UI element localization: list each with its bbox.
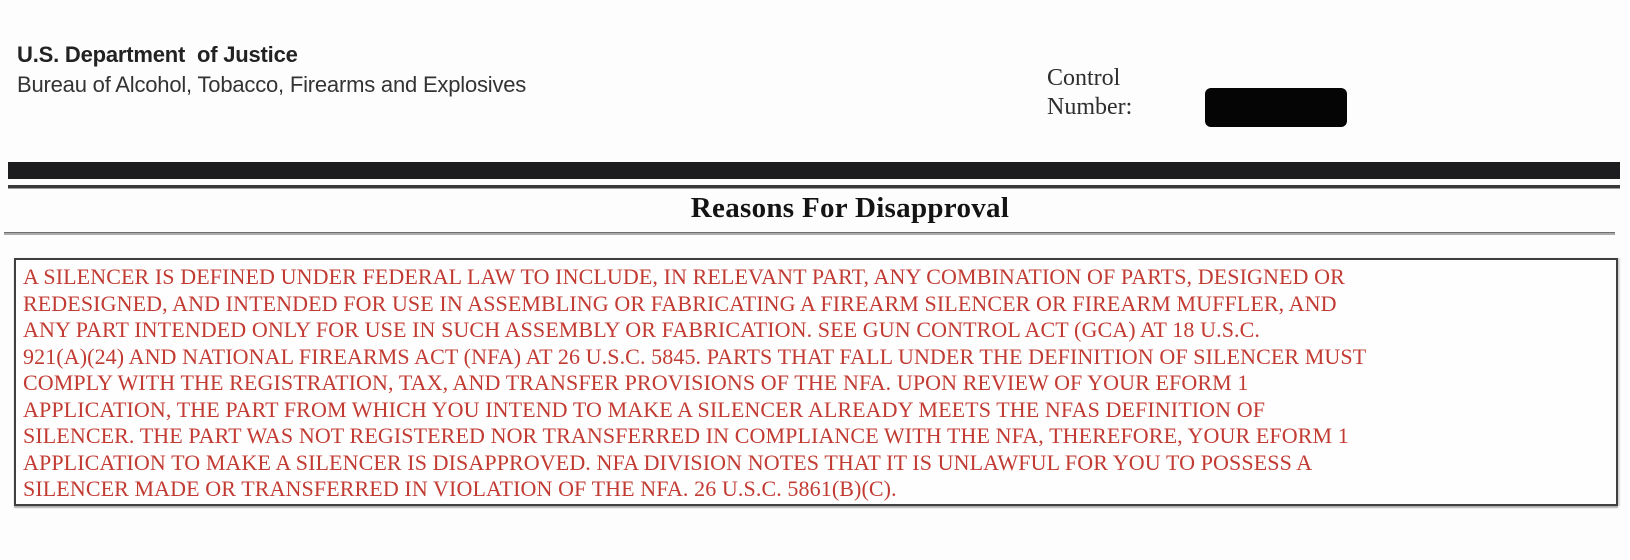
section-title: Reasons For Disapproval (690, 192, 1010, 224)
control-number-redaction (1205, 88, 1347, 127)
agency-subtitle: Bureau of Alcohol, Tobacco, Firearms and Explosives (17, 72, 527, 97)
horizontal-rule-top (8, 185, 1620, 189)
control-number-block (1047, 64, 1132, 122)
disapproval-line: ANY PART INTENDED ONLY FOR USE IN SUCH ASSEMBLY OR FABRICATION. SEE GUN CONTROL ACT (GCA) AT 18 U.S.C. (23, 317, 1260, 342)
disapproval-line: APPLICATION TO MAKE A SILENCER IS DISAPPROVED. NFA DIVISION NOTES THAT IT IS UNLAWFUL FOR YOU TO POSSESS A (23, 449, 1313, 475)
disapproval-reasons-box (14, 258, 1618, 506)
separator-bar (8, 162, 1620, 179)
agency-title: U.S. Department of Justice (17, 42, 298, 67)
disapproval-line: REDESIGNED, AND INTENDED FOR USE IN ASSEMBLING OR FABRICATING A FIREARM SILENCER OR FIREARM MUFFLER, AND (23, 290, 1337, 316)
disapproval-line: SILENCER. THE PART WAS NOT REGISTERED NOR TRANSFERRED IN COMPLIANCE WITH THE NFA, THEREFORE, YOUR EFORM 1 (23, 423, 1349, 448)
disapproval-line: COMPLY WITH THE REGISTRATION, TAX, AND TRANSFER PROVISIONS OF THE NFA. UPON REVIEW OF YOUR EFORM 1 (23, 370, 1249, 395)
control-number-label-line2: Number: (1047, 94, 1133, 120)
disapproval-line: APPLICATION, THE PART FROM WHICH YOU INTEND TO MAKE A SILENCER ALREADY MEETS THE NFAS DEFINITION OF (23, 396, 1266, 422)
horizontal-rule-bottom (4, 232, 1615, 235)
agency-header (17, 42, 526, 98)
disapproval-line: SILENCER MADE OR TRANSFERRED IN VIOLATION OF THE NFA. 26 U.S.C. 5861(B)(C). (23, 476, 897, 501)
control-number-label-line1: Control (1047, 65, 1121, 91)
disapproval-line: 921(A)(24) AND NATIONAL FIREARMS ACT (NFA) AT 26 U.S.C. 5845. PARTS THAT FALL UNDER THE DEFINITION OF SILENCER MUST (23, 343, 1367, 369)
disapproval-line: A SILENCER IS DEFINED UNDER FEDERAL LAW TO INCLUDE, IN RELEVANT PART, ANY COMBINATION OF PARTS, DESIGNED OR (23, 264, 1345, 289)
